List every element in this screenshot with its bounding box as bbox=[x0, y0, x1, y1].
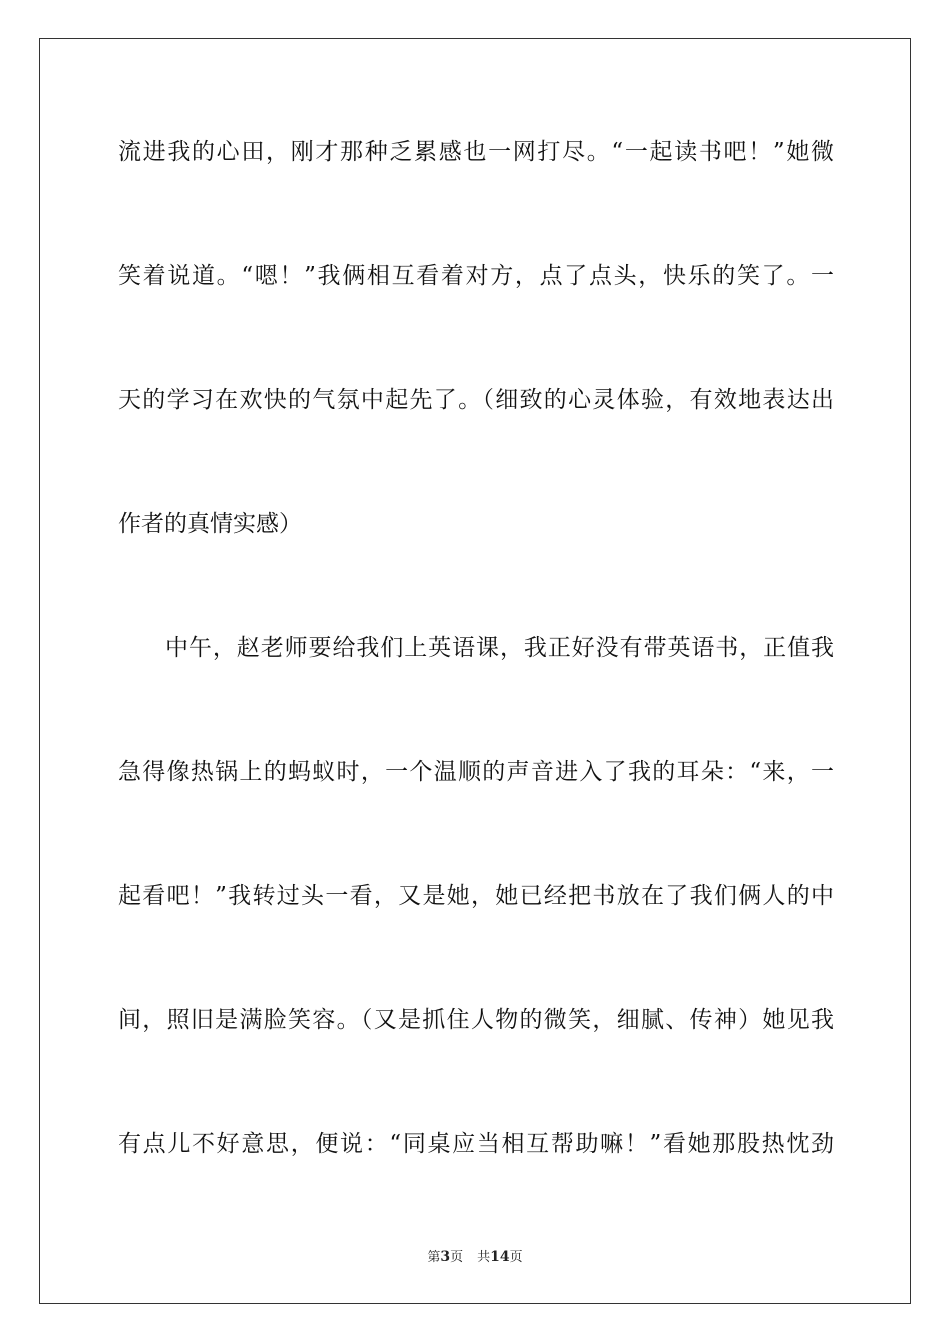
body-line-3: 天的学习在欢快的气氛中起先了。（细致的心灵体验，有效地表达出 bbox=[118, 387, 834, 413]
total-prefix: 共 bbox=[477, 1250, 491, 1265]
body-line-6: 急得像热锅上的蚂蚁时，一个温顺的声音进入了我的耳朵：“来，一 bbox=[118, 759, 834, 785]
body-line-9: 有点儿不好意思，便说：“同桌应当相互帮助嘛！”看她那股热忱劲 bbox=[118, 1131, 834, 1157]
body-line-2: 笑着说道。“嗯！”我俩相互看着对方，点了点头，快乐的笑了。一 bbox=[118, 263, 834, 289]
page-border bbox=[39, 38, 911, 1304]
body-line-4: 作者的真情实感） bbox=[118, 511, 302, 537]
body-line-5-paragraph-start: 中午，赵老师要给我们上英语课，我正好没有带英语书，正值我 bbox=[165, 635, 834, 661]
page-suffix: 页 bbox=[450, 1250, 464, 1265]
body-line-7: 起看吧！”我转过头一看，又是她，她已经把书放在了我们俩人的中 bbox=[118, 883, 834, 909]
body-line-1: 流进我的心田，刚才那种乏累感也一网打尽。“一起读书吧！”她微 bbox=[118, 139, 834, 165]
page-number: 3 bbox=[440, 1249, 451, 1265]
page-prefix: 第 bbox=[427, 1250, 441, 1265]
body-line-8: 间，照旧是满脸笑容。（又是抓住人物的微笑，细腻、传神）她见我 bbox=[118, 1007, 834, 1033]
total-pages: 14 bbox=[490, 1249, 510, 1265]
page-footer bbox=[0, 1248, 950, 1267]
total-suffix: 页 bbox=[509, 1250, 523, 1265]
